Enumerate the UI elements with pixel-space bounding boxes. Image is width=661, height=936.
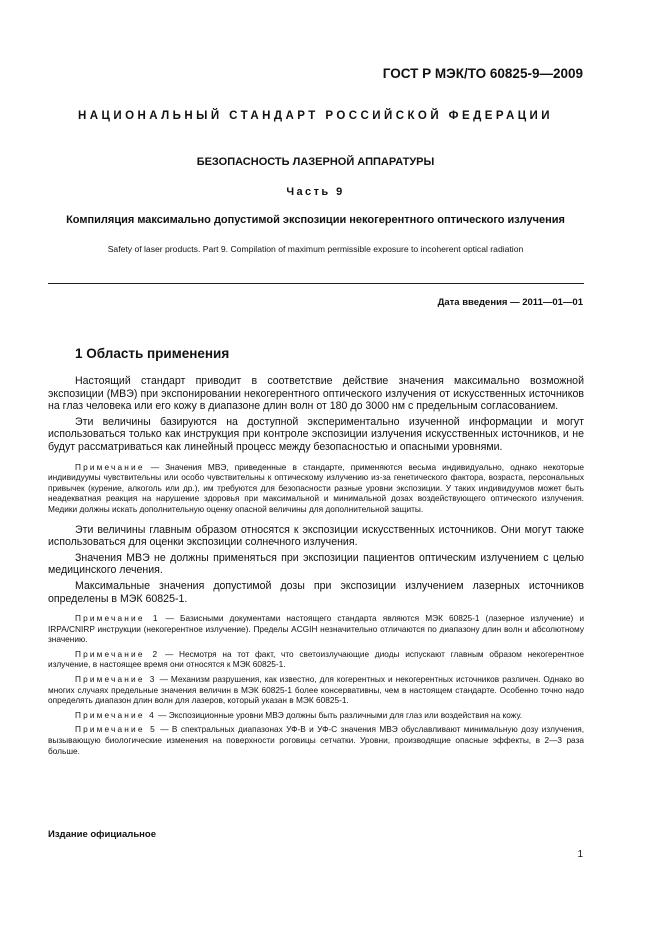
note-text: — Экспозиционные уровни МВЭ должны быть различными для глаз или воздействия на кожу. bbox=[155, 709, 523, 720]
page-number: 1 bbox=[577, 849, 583, 860]
note-text: — Базисными документами настоящего стандарта являются МЭК 60825-1 (лазерное излучение) и IRPA/CNIRP инструкции (некогерентное излучение). Пределы ACGIH незначительно отличаются по диапазону длин волн и абсолютному значению. bbox=[48, 613, 585, 645]
part-label: Часть 9 bbox=[286, 186, 345, 198]
note-text: — В спектральных диапазонах УФ-В и УФ-С значения МВЭ обуславливают минимальную дозу излучения, вызывающую биологические изменения на поверхности роговицы сетчатки. Уровни, производящие опасные эффекты, в 2—3 раза больше. bbox=[48, 724, 585, 756]
paragraph-medical: Значения МВЭ не должны применяться при экспозиции пациентов оптическим излучением с целью медицинского лечения. bbox=[48, 551, 584, 577]
document-subtitle: Компиляция максимально допустимой экспозиции некогерентного оптического излучения bbox=[66, 214, 565, 226]
note-label: Примечание 3 bbox=[75, 674, 157, 685]
note-text: — Механизм разрушения, как известно, для когерентных и некогерентных источников различен. Однако во многих случаях предельные значения величин в МЭК 60825-1 более консервативны, чем в настоящем стандарте. Особенно точно надо определять диапазон длин волн для лазеров, который указан в МЭК 60825-1. bbox=[48, 674, 585, 706]
standard-code: ГОСТ Р МЭК/ТО 60825-9—2009 bbox=[382, 66, 583, 81]
divider-rule bbox=[48, 283, 584, 284]
paragraph-artificial-sources: Эти величины главным образом относятся к экспозиции искусственных источников. Они могут также использоваться для оценки экспозиции солнечного излучения. bbox=[48, 523, 584, 549]
note-label: Примечание 5 bbox=[75, 724, 157, 735]
section-body bbox=[48, 375, 584, 760]
national-standard-heading: НАЦИОНАЛЬНЫЙ СТАНДАРТ РОССИЙСКОЙ ФЕДЕРАЦИИ bbox=[78, 110, 553, 122]
note-3 bbox=[48, 674, 584, 706]
note-label: Примечание 2 bbox=[75, 648, 160, 659]
paragraph-basis: Эти величины базируются на доступной экспериментально изученной информации и могут использоваться только как инструкция при контроле экспозиции излучения искусственных источников, и не будут рассматриваться как линейный процесс между безопасностью и опасными уровнями. bbox=[48, 415, 584, 453]
paragraph-laser-limits: Максимальные значения допустимой дозы при экспозиции излучением лазерных источников определены в МЭК 60825-1. bbox=[48, 579, 584, 605]
english-title: Safety of laser products. Part 9. Compilation of maximum permissible exposure to incoherent optical radiation bbox=[107, 244, 524, 254]
official-edition-label: Издание официальное bbox=[48, 829, 156, 840]
note-label: Примечание 4 bbox=[75, 709, 156, 720]
note-4 bbox=[48, 710, 584, 721]
note-label: Примечание bbox=[75, 461, 145, 472]
paragraph-scope: Настоящий стандарт приводит в соответствие действие значения максимально возможной экспозиции (МВЭ) при экспонировании некогерентного оптического излучения от искусственных источников на глаз человека или его кожу в диапазоне длин волн от 180 до 3000 нм с предельным согласованием. bbox=[48, 375, 584, 413]
note-2 bbox=[48, 649, 584, 670]
note-label: Примечание 1 bbox=[75, 613, 160, 624]
section-heading: 1 Область применения bbox=[75, 346, 230, 361]
introduction-date: Дата введения — 2011—01—01 bbox=[437, 297, 583, 308]
document-title: БЕЗОПАСНОСТЬ ЛАЗЕРНОЙ АППАРАТУРЫ bbox=[196, 156, 435, 168]
note-5 bbox=[48, 724, 584, 756]
note-text: — Значения МВЭ, приведенные в стандарте, применяются весьма индивидуально, однако некоторые индивидуумы чувствительны или особо чувствительны к оптическому излучению из-за генетического фактора, возраста, персональных привычек (курение, алкоголь или др.), им требуются для безопасности разные уровни экспозиции. У таких индивидуумов может быть неадекватная реакция на нарушение здоровья при максимальной и минимальной дозах воздействующего оптического излучения. Медики должны искать дополнительную оценку опасной величины для дополнительной защиты. bbox=[48, 461, 584, 514]
note-general bbox=[48, 462, 584, 515]
note-1 bbox=[48, 613, 584, 645]
note-text: — Несмотря на тот факт, что светоизлучающие диоды испускают главным образом некогерентное излучение, в настоящее время они относятся к МЭК 60825-1. bbox=[48, 648, 584, 670]
